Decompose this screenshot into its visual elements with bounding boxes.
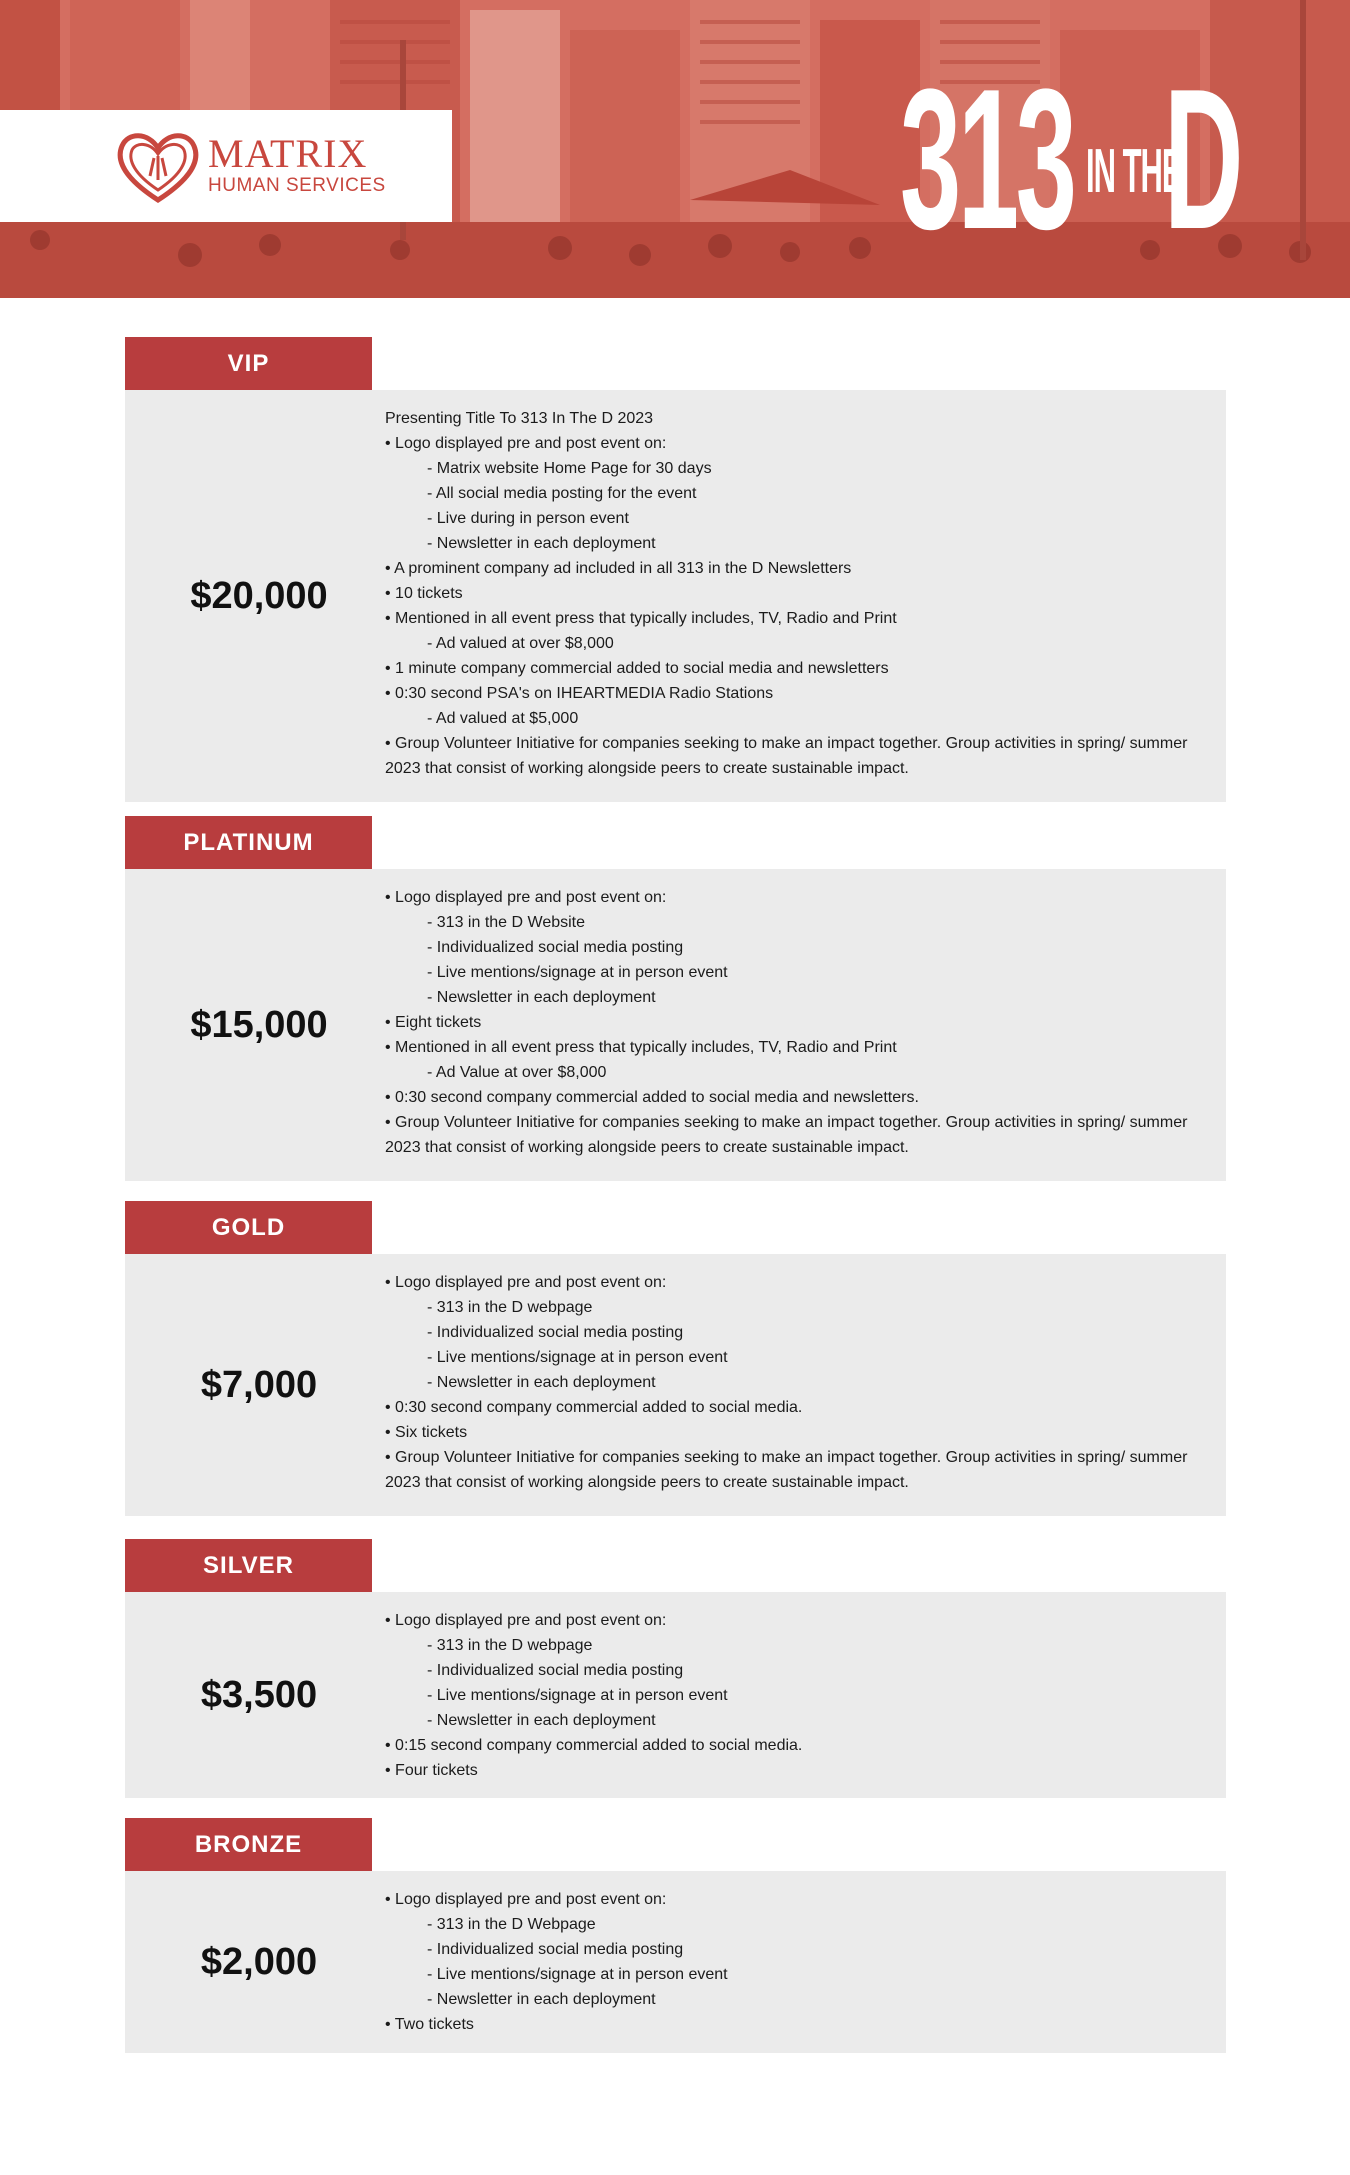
benefit-list [385, 1270, 1205, 1495]
benefit-item: • Logo displayed pre and post event on: [385, 1612, 667, 1629]
tier-panel [125, 390, 1226, 802]
tier-name: GOLD [125, 1201, 372, 1254]
benefit-item: • Logo displayed pre and post event on: [385, 435, 667, 452]
benefit-subitem: - Ad valued at over $8,000 [427, 635, 614, 652]
benefit-item: • Group Volunteer Initiative for companies seeking to make an impact together. Group activities in spring/ summer 2023 that consist of working alongside peers to create sustainable impact. [385, 1114, 1188, 1156]
benefit-subitem: - Individualized social media posting [427, 1941, 684, 1958]
logo-subtitle: HUMAN SERVICES [208, 175, 386, 196]
tier-name: BRONZE [125, 1818, 372, 1871]
tier-name: SILVER [125, 1539, 372, 1592]
logo-panel [0, 110, 452, 222]
benefit-item: • 1 minute company commercial added to social media and newsletters [385, 660, 889, 677]
benefit-subitem: - Newsletter in each deployment [427, 1991, 656, 2008]
benefit-list [385, 1608, 1205, 1783]
tier-price: $3,500 [200, 1673, 318, 1716]
benefit-subitem: - 313 in the D Webpage [427, 1916, 596, 1933]
benefit-item: • Logo displayed pre and post event on: [385, 889, 667, 906]
benefit-subitem: - 313 in the D Website [427, 914, 586, 931]
benefit-subitem: - Newsletter in each deployment [427, 1374, 656, 1391]
tier-panel [125, 869, 1226, 1181]
benefit-subitem: - 313 in the D webpage [427, 1637, 593, 1654]
benefit-subitem: - Live mentions/signage at in person event [427, 1966, 728, 1983]
logo-name: MATRIX [208, 131, 368, 176]
benefit-subitem: - Live mentions/signage at in person event [427, 964, 728, 981]
benefit-item: • Six tickets [385, 1424, 468, 1441]
benefit-item: • 0:30 second PSA's on IHEARTMEDIA Radio Stations [385, 685, 774, 702]
benefit-subitem: - Newsletter in each deployment [427, 535, 656, 552]
benefit-item: • A prominent company ad included in all 313 in the D Newsletters [385, 560, 852, 577]
benefit-subitem: - Individualized social media posting [427, 1662, 684, 1679]
benefit-item: • Four tickets [385, 1762, 478, 1779]
event-title-letter: D [1164, 48, 1244, 271]
benefit-subitem: - Live mentions/signage at in person event [427, 1349, 728, 1366]
benefit-subitem: - Live during in person event [427, 510, 629, 527]
tier-price: $2,000 [200, 1940, 318, 1983]
tier-name: PLATINUM [125, 816, 372, 869]
tier-price: $15,000 [190, 1003, 328, 1046]
benefit-item: • Group Volunteer Initiative for companies seeking to make an impact together. Group activities in spring/ summer 2023 that consist of working alongside peers to create sustainable impact. [385, 1449, 1188, 1491]
benefit-item: • Two tickets [385, 2016, 474, 2033]
benefit-item: • Logo displayed pre and post event on: [385, 1274, 667, 1291]
event-title-middle: IN THE [1086, 137, 1182, 206]
benefit-subitem: - All social media posting for the event [427, 485, 697, 502]
benefit-subitem: - Ad Value at over $8,000 [427, 1064, 607, 1081]
tier-name: VIP [125, 337, 372, 390]
header-banner [0, 0, 1350, 298]
event-title-number: 313 [900, 48, 1074, 271]
benefit-subitem: - Individualized social media posting [427, 939, 684, 956]
benefit-subitem: - Individualized social media posting [427, 1324, 684, 1341]
benefit-item: Presenting Title To 313 In The D 2023 [385, 410, 654, 427]
benefit-item: • 0:30 second company commercial added to social media and newsletters. [385, 1089, 919, 1106]
benefit-item: • Mentioned in all event press that typically includes, TV, Radio and Print [385, 1039, 897, 1056]
benefit-subitem: - 313 in the D webpage [427, 1299, 593, 1316]
matrix-heart-logo-icon [114, 130, 202, 204]
benefit-subitem: - Matrix website Home Page for 30 days [427, 460, 712, 477]
benefit-subitem: - Live mentions/signage at in person event [427, 1687, 728, 1704]
benefit-item: • Eight tickets [385, 1014, 482, 1031]
benefit-item: • 0:15 second company commercial added to social media. [385, 1737, 803, 1754]
benefit-item: • Mentioned in all event press that typically includes, TV, Radio and Print [385, 610, 897, 627]
benefit-list [385, 1887, 1205, 2037]
benefit-item: • Logo displayed pre and post event on: [385, 1891, 667, 1908]
benefit-item: • Group Volunteer Initiative for companies seeking to make an impact together. Group activities in spring/ summer 2023 that consist of working alongside peers to create sustainable impact. [385, 735, 1188, 777]
benefit-subitem: - Newsletter in each deployment [427, 989, 656, 1006]
benefit-item: • 10 tickets [385, 585, 463, 602]
tier-panel [125, 1871, 1226, 2053]
benefit-item: • 0:30 second company commercial added to social media. [385, 1399, 803, 1416]
benefit-list [385, 885, 1205, 1160]
benefit-subitem: - Ad valued at $5,000 [427, 710, 579, 727]
benefit-list [385, 406, 1205, 781]
tier-panel [125, 1254, 1226, 1516]
tier-price: $20,000 [190, 574, 328, 617]
tier-panel [125, 1592, 1226, 1798]
tier-price: $7,000 [200, 1363, 318, 1406]
benefit-subitem: - Newsletter in each deployment [427, 1712, 656, 1729]
